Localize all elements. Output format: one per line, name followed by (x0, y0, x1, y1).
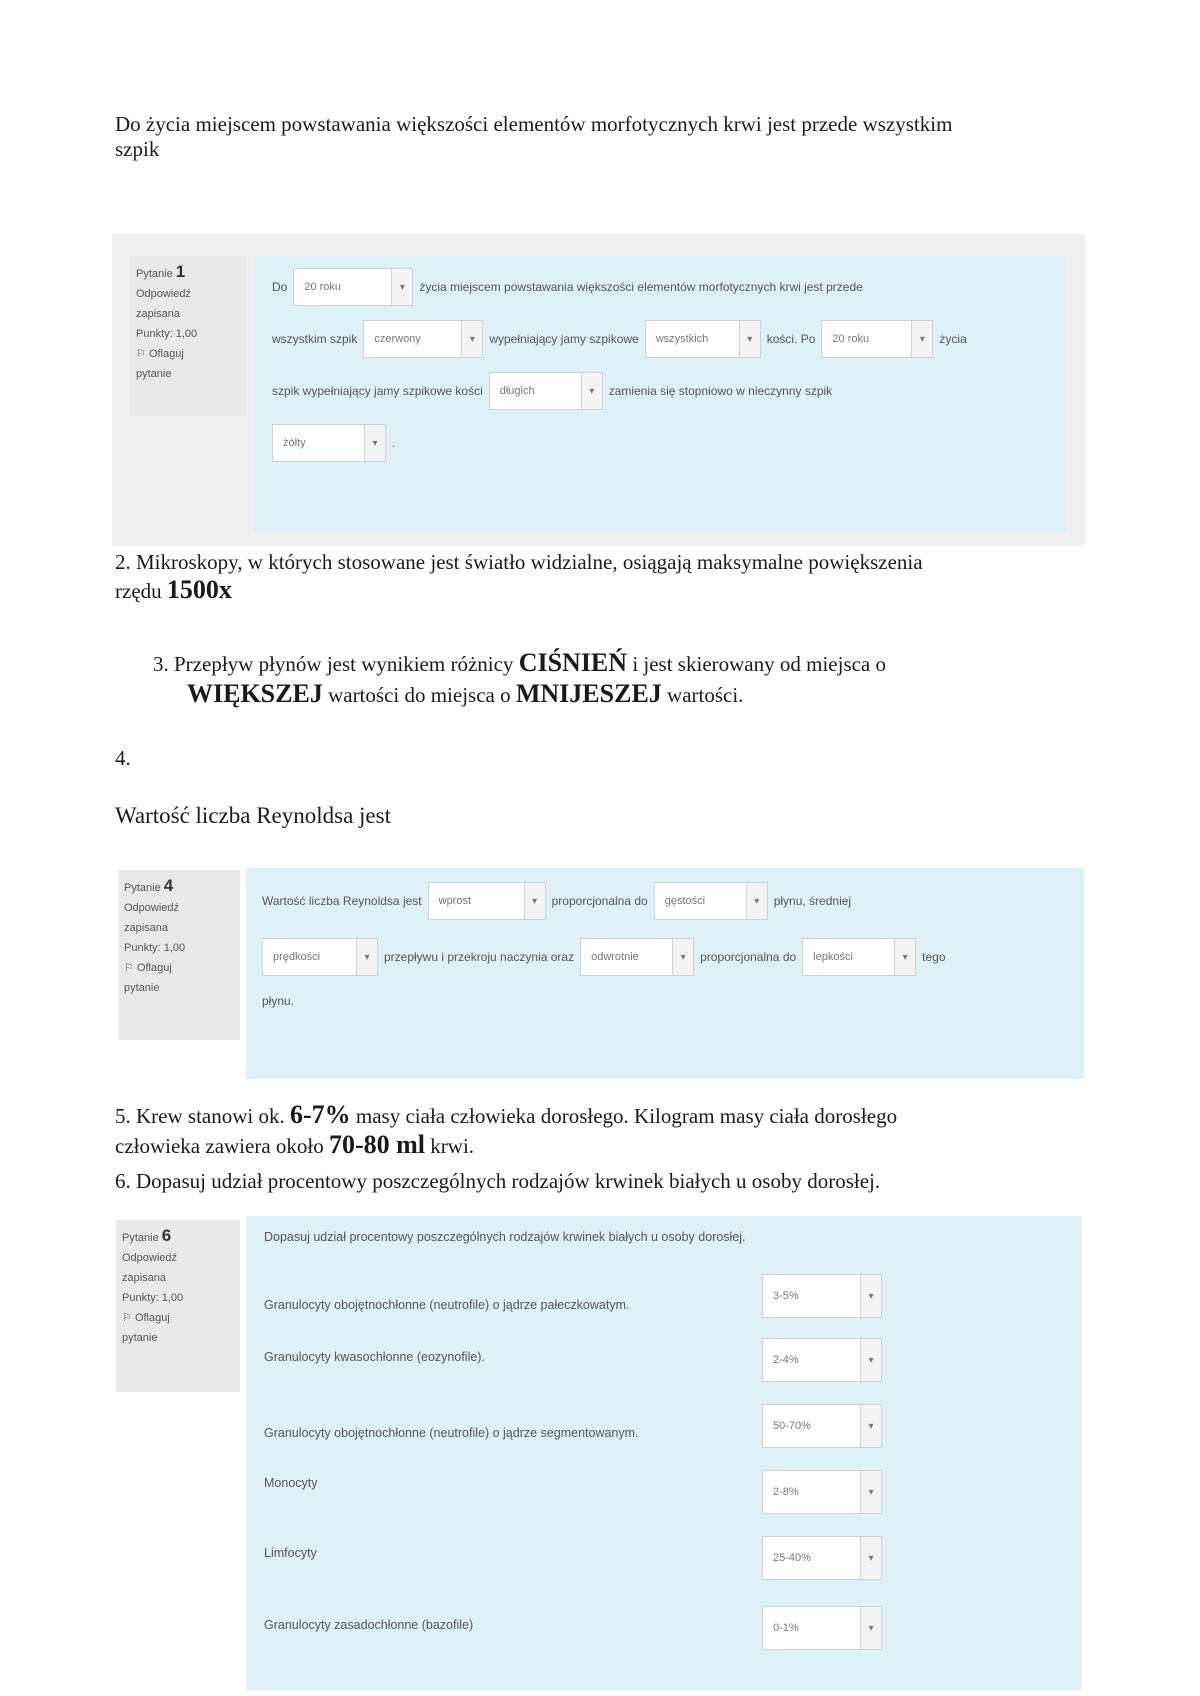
paragraph-2-line1: 2. Mikroskopy, w których stosowane jest światło widzialne, osiągają maksymalne powiększenia (115, 550, 923, 574)
question-6-info (116, 1220, 240, 1392)
answer-status: Odpowiedź (136, 288, 192, 300)
select-q1-5[interactable]: długich ▾ (489, 372, 603, 410)
match-select[interactable]: 50-70% ▾ (762, 1404, 882, 1448)
question-6-title: Dopasuj udział procentowy poszczególnych rodzajów krwinek białych u osoby dorosłej. (264, 1230, 746, 1244)
question-6-panel (116, 1216, 1082, 1690)
match-select[interactable]: 25-40% ▾ (762, 1536, 882, 1580)
chevron-down-icon: ▾ (672, 939, 693, 975)
question-6-content (246, 1216, 1082, 1690)
question-1-content (254, 256, 1066, 532)
chevron-down-icon: ▾ (860, 1471, 881, 1513)
text: krwi. (425, 1134, 475, 1158)
answer-status-2: zapisana (136, 308, 181, 320)
question-4-content (246, 868, 1084, 1079)
text: wartości do miejsca o (322, 683, 516, 707)
chevron-down-icon: ▾ (524, 883, 545, 919)
flag-icon: ⚐ (124, 962, 134, 974)
chevron-down-icon: ▾ (860, 1339, 881, 1381)
flag-question-link-2[interactable]: pytanie (124, 982, 160, 994)
chevron-down-icon: ▾ (860, 1607, 881, 1649)
chevron-down-icon: ▾ (391, 269, 412, 305)
flag-question-link[interactable]: ⚐ Oflaguj (124, 962, 172, 974)
text: kości. Po (766, 332, 816, 346)
text: życia miejscem powstawania większości elementów morfotycznych krwi jest przede (419, 280, 863, 294)
answer-status-2: zapisana (124, 922, 169, 934)
text: i jest skierowany od miejsca o (627, 652, 887, 676)
points: Punkty: 1,00 (122, 1292, 184, 1304)
select-q1-4[interactable]: 20 roku ▾ (821, 320, 933, 358)
select-q4-2[interactable]: gęstości ▾ (654, 882, 768, 920)
select-q4-4[interactable]: odwrotnie ▾ (580, 938, 694, 976)
text: wartości. (661, 683, 744, 707)
chevron-down-icon: ▾ (894, 939, 915, 975)
match-select[interactable]: 3-5% ▾ (762, 1274, 882, 1318)
text: człowieka zawiera około (115, 1134, 329, 1158)
text: rzędu (115, 579, 167, 603)
paragraph-1-line1: Do życia miejscem powstawania większości elementów morfotycznych krwi jest przede wszystkim (115, 112, 953, 136)
match-select[interactable]: 2-8% ▾ (762, 1470, 882, 1514)
question-number: 4 (163, 876, 174, 895)
flag-question-link[interactable]: ⚐ Oflaguj (122, 1312, 170, 1324)
answer-status: Odpowiedź (122, 1252, 178, 1264)
text: płynu. (262, 994, 295, 1008)
question-label: Pytanie (122, 1232, 159, 1244)
text: proporcjonalna do (551, 894, 648, 908)
paragraph-3 (153, 650, 886, 708)
question-1-panel (112, 234, 1085, 546)
select-q4-5[interactable]: lepkości ▾ (802, 938, 916, 976)
match-select[interactable]: 2-4% ▾ (762, 1338, 882, 1382)
flag-icon: ⚐ (136, 348, 146, 360)
paragraph-5 (115, 1102, 897, 1159)
question-1-info (130, 256, 246, 416)
chevron-down-icon: ▾ (860, 1405, 881, 1447)
text: przepływu i przekroju naczynia oraz (384, 950, 575, 964)
select-q1-6[interactable]: żółty ▾ (272, 424, 386, 462)
question-number: 1 (175, 262, 186, 281)
match-select[interactable]: 0-1% ▾ (762, 1606, 882, 1650)
question-4-info (118, 870, 240, 1040)
select-q4-3[interactable]: prędkości ▾ (262, 938, 378, 976)
highlight-value: WIĘKSZEJ (187, 679, 323, 708)
paragraph-2 (115, 550, 923, 604)
text: szpik wypełniający jamy szpikowe kości (272, 384, 483, 398)
highlight-value: 1500x (166, 575, 232, 604)
chevron-down-icon: ▾ (581, 373, 602, 409)
flag-icon: ⚐ (122, 1312, 132, 1324)
question-label: Pytanie (124, 882, 161, 894)
chevron-down-icon: ▾ (461, 321, 482, 357)
match-label: Granulocyty obojętnochłonne (neutrofile) o jądrze segmentowanym. (264, 1426, 639, 1440)
highlight-value: 6-7% (289, 1100, 351, 1129)
chevron-down-icon: ▾ (860, 1275, 881, 1317)
chevron-down-icon: ▾ (364, 425, 385, 461)
text: . (392, 436, 396, 450)
select-q4-1[interactable]: wprost ▾ (428, 882, 546, 920)
paragraph-1 (115, 112, 952, 162)
text: 3. Przepływ płynów jest wynikiem różnicy (153, 652, 519, 676)
highlight-value: MNIJESZEJ (515, 679, 662, 708)
question-4-panel (118, 868, 1084, 1079)
flag-question-link-2[interactable]: pytanie (136, 368, 172, 380)
question-number: 6 (161, 1226, 172, 1245)
text: płynu, średniej (773, 894, 852, 908)
text: masy ciała człowieka dorosłego. Kilogram masy ciała dorosłego (350, 1104, 898, 1128)
flag-question-link-2[interactable]: pytanie (122, 1332, 158, 1344)
paragraph-4-number: 4. (115, 746, 131, 770)
select-q1-3[interactable]: wszystkich ▾ (645, 320, 761, 358)
match-label: Granulocyty zasadochłonne (bazofile) (264, 1618, 474, 1632)
select-q1-2[interactable]: czerwony ▾ (363, 320, 483, 358)
text: Do (272, 280, 288, 294)
text: Wartość liczba Reynoldsa jest (262, 894, 422, 908)
text: wszystkim szpik (272, 332, 358, 346)
chevron-down-icon: ▾ (746, 883, 767, 919)
question-label: Pytanie (136, 268, 173, 280)
paragraph-1-line2: szpik (115, 137, 160, 161)
points: Punkty: 1,00 (136, 328, 198, 340)
text: życia (939, 332, 967, 346)
answer-status: Odpowiedź (124, 902, 180, 914)
answer-status-2: zapisana (122, 1272, 167, 1284)
text: zamienia się stopniowo w nieczynny szpik (608, 384, 833, 398)
chevron-down-icon: ▾ (911, 321, 932, 357)
match-label: Limfocyty (264, 1546, 317, 1560)
match-label: Granulocyty obojętnochłonne (neutrofile) o jądrze pałeczkowatym. (264, 1298, 630, 1312)
match-label: Granulocyty kwasochłonne (eozynofile). (264, 1350, 485, 1364)
flag-question-link[interactable]: ⚐ Oflaguj (136, 348, 184, 360)
highlight-value: 70-80 ml (328, 1130, 426, 1159)
points: Punkty: 1,00 (124, 942, 186, 954)
text: wypełniający jamy szpikowe (489, 332, 639, 346)
match-label: Monocyty (264, 1476, 318, 1490)
paragraph-4-title: Wartość liczba Reynoldsa jest (115, 803, 391, 828)
chevron-down-icon: ▾ (356, 939, 377, 975)
select-q1-1[interactable]: 20 roku ▾ (293, 268, 413, 306)
highlight-value: CIŚNIEŃ (518, 648, 628, 677)
text: tego (922, 950, 946, 964)
chevron-down-icon: ▾ (860, 1537, 881, 1579)
paragraph-6: 6. Dopasuj udział procentowy poszczególnych rodzajów krwinek białych u osoby dorosłej. (115, 1169, 881, 1193)
text: proporcjonalna do (700, 950, 797, 964)
text: 5. Krew stanowi ok. (115, 1104, 290, 1128)
chevron-down-icon: ▾ (739, 321, 760, 357)
